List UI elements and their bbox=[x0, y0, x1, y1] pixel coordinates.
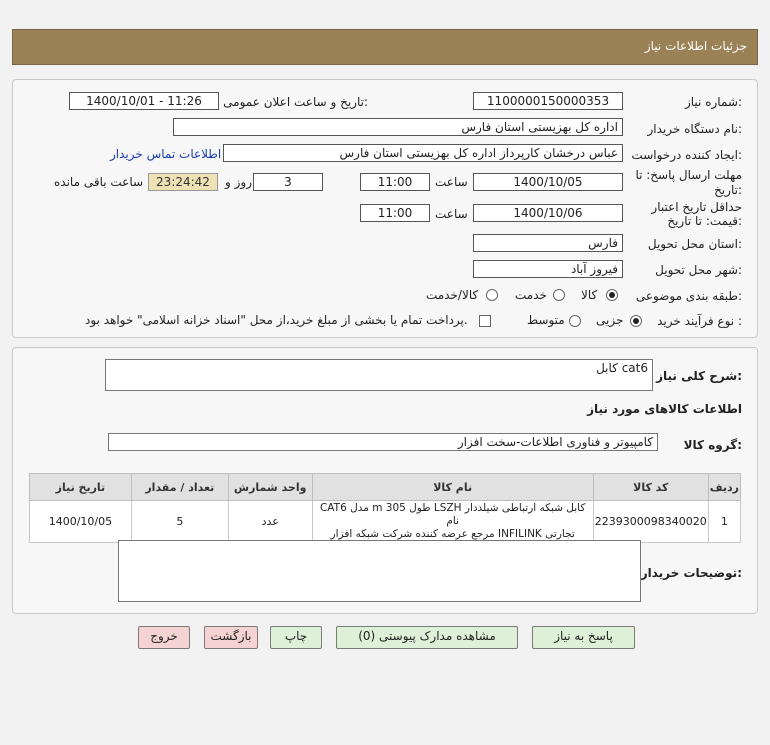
row-quantity: 5 bbox=[131, 501, 228, 543]
creator-field: عباس درخشان کارپرداز اداره کل بهزیستی استان فارس bbox=[223, 144, 623, 162]
process-label: نوع فرآیند خرید : bbox=[657, 314, 742, 328]
days-label: روز و bbox=[225, 175, 252, 189]
remaining-time-label: ساعت باقی مانده bbox=[54, 175, 144, 189]
row-goods-name-line2: تجارتی INFILINK مرجع عرضه کننده شرکت شبکه افزار bbox=[330, 528, 575, 540]
row-unit: عدد bbox=[228, 501, 312, 543]
validity-date-field: 1400/10/06 bbox=[473, 204, 623, 222]
remaining-time-badge: 23:24:42 bbox=[148, 173, 218, 191]
row-index: 1 bbox=[708, 501, 740, 543]
col-row-number: ردیف bbox=[708, 474, 740, 501]
province-label: استان محل تحویل: bbox=[647, 237, 742, 251]
buyer-org-field: اداره کل بهزیستی استان فارس bbox=[173, 118, 623, 136]
col-need-date: تاریخ نیاز bbox=[30, 474, 132, 501]
category-radio-goods-service[interactable] bbox=[486, 289, 498, 301]
city-field: فیروز آباد bbox=[473, 260, 623, 278]
table-header-row bbox=[30, 474, 741, 501]
process-option-minor: جزیی bbox=[596, 313, 624, 327]
category-option-goods: کالا bbox=[581, 288, 598, 302]
view-attachments-button[interactable]: مشاهده مدارک پیوستی (0) bbox=[336, 626, 518, 649]
announce-datetime-field: 1400/10/01 - 11:26 bbox=[69, 92, 219, 110]
back-button[interactable]: بازگشت bbox=[204, 626, 258, 649]
buyer-contact-link[interactable]: اطلاعات تماس خریدار bbox=[110, 147, 222, 161]
col-quantity: تعداد / مقدار bbox=[131, 474, 228, 501]
validity-time-field: 11:00 bbox=[360, 204, 430, 222]
buyer-notes-label: توضیحات خریدار: bbox=[640, 566, 742, 580]
category-option-service: خدمت bbox=[515, 288, 547, 302]
general-description-field: کابل cat6 bbox=[105, 359, 653, 391]
reply-button[interactable]: پاسخ به نیاز bbox=[532, 626, 635, 649]
creator-label: ایجاد کننده درخواست: bbox=[631, 148, 742, 162]
exit-button[interactable]: خروج bbox=[138, 626, 190, 649]
city-label: شهر محل تحویل: bbox=[655, 263, 742, 277]
deadline-label: مهلت ارسال پاسخ: تا bbox=[635, 168, 742, 182]
row-goods-code: 2239300098340020 bbox=[593, 501, 708, 543]
need-number-label: شماره نیاز: bbox=[684, 95, 742, 109]
process-option-medium: متوسط bbox=[527, 313, 565, 327]
category-label: طبقه بندی موضوعی: bbox=[635, 289, 742, 303]
col-goods-code: کد کالا bbox=[593, 474, 708, 501]
page-header bbox=[12, 29, 758, 65]
goods-group-field: کامپیوتر و فناوری اطلاعات-سخت افزار bbox=[108, 433, 658, 451]
print-button[interactable]: چاپ bbox=[270, 626, 322, 649]
validity-label: حداقل تاریخ اعتبار bbox=[651, 200, 742, 214]
deadline-label-2: تاریخ: bbox=[714, 183, 742, 197]
category-radio-service[interactable] bbox=[553, 289, 565, 301]
validity-label-2: قیمت: تا تاریخ: bbox=[667, 214, 742, 228]
deadline-date-field: 1400/10/05 bbox=[473, 173, 623, 191]
general-description-label: شرح کلی نیاز: bbox=[656, 369, 742, 383]
days-remaining-field: 3 bbox=[253, 173, 323, 191]
row-need-date: 1400/10/05 bbox=[30, 501, 132, 543]
buyer-notes-field bbox=[118, 540, 641, 602]
table-row bbox=[30, 501, 741, 543]
row-goods-name bbox=[312, 501, 593, 543]
announce-datetime-label: تاریخ و ساعت اعلان عمومی: bbox=[223, 95, 368, 109]
treasury-payment-note: پرداخت تمام یا بخشی از مبلغ خرید،از محل "اسناد خزانه اسلامی" خواهد بود. bbox=[85, 313, 468, 327]
category-radio-goods[interactable] bbox=[606, 289, 618, 301]
deadline-time-label: ساعت bbox=[435, 175, 468, 189]
process-radio-minor[interactable] bbox=[630, 315, 642, 327]
col-unit: واحد شمارش bbox=[228, 474, 312, 501]
validity-time-label: ساعت bbox=[435, 207, 468, 221]
row-goods-name-line1: کابل شبکه ارتباطی شیلددار LSZH طول m 305 مدل CAT6 نام bbox=[319, 502, 586, 527]
goods-table bbox=[29, 473, 741, 543]
category-option-goods-service: کالا/خدمت bbox=[426, 288, 479, 302]
province-field: فارس bbox=[473, 234, 623, 252]
goods-group-label: گروه کالا: bbox=[683, 438, 742, 452]
treasury-payment-checkbox[interactable] bbox=[479, 315, 491, 327]
buyer-org-label: نام دستگاه خریدار: bbox=[647, 122, 742, 136]
process-radio-medium[interactable] bbox=[569, 315, 581, 327]
goods-info-title: اطلاعات کالاهای مورد نیاز bbox=[587, 402, 742, 416]
page-title: جزئیات اطلاعات نیاز bbox=[644, 39, 747, 53]
need-number-field: 1100000150000353 bbox=[473, 92, 623, 110]
deadline-time-field: 11:00 bbox=[360, 173, 430, 191]
col-goods-name: نام کالا bbox=[312, 474, 593, 501]
